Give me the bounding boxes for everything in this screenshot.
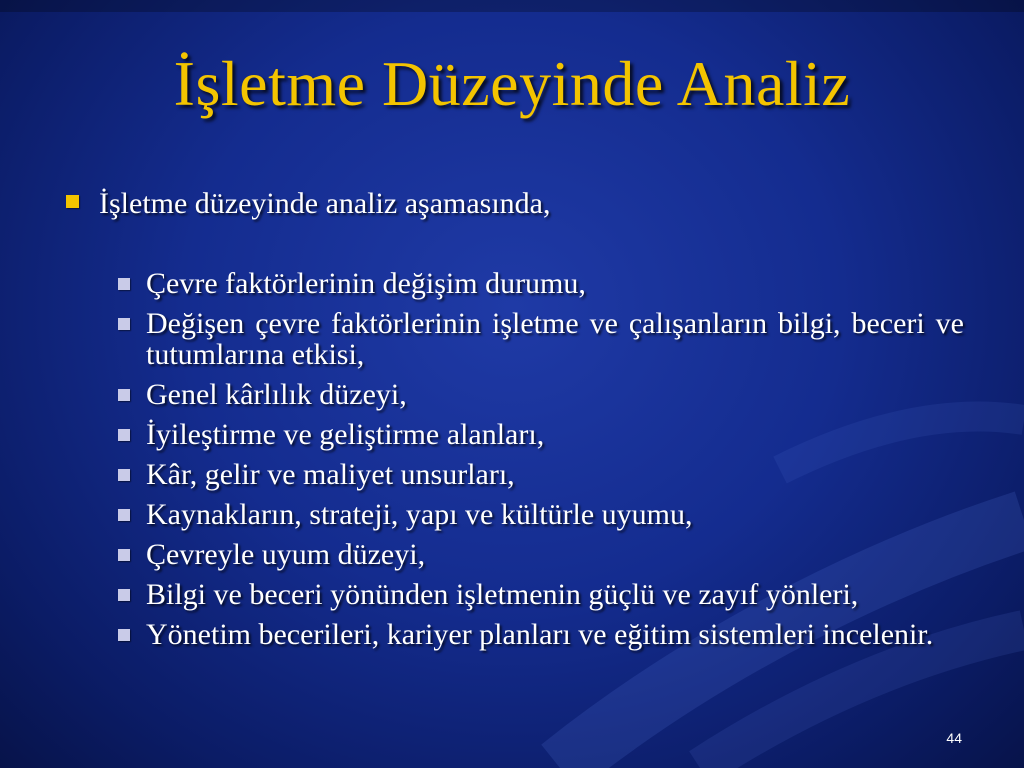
bullet-square-icon [118,429,130,441]
analysis-items-list [118,268,964,659]
page-number: 44 [946,730,962,746]
list-item [118,308,964,370]
list-item-text: Çevre faktörlerinin değişim durumu, [146,267,586,300]
intro-bullet [66,186,966,222]
list-item [118,619,964,650]
list-item-text: Yönetim becerileri, kariyer planları ve eğitim sistemleri incelenir. [146,618,934,651]
list-item [118,499,964,530]
list-item [118,379,964,410]
slide-title: İşletme Düzeyinde Analiz [173,48,851,119]
list-item [118,419,964,450]
list-item [118,579,964,610]
list-item [118,268,964,299]
bullet-square-icon [66,195,79,208]
list-item-text: Kaynakların, strateji, yapı ve kültürle uyumu, [146,498,693,531]
list-item [118,539,964,570]
bullet-square-icon [118,629,130,641]
bullet-square-icon [118,589,130,601]
bullet-square-icon [118,469,130,481]
bullet-square-icon [118,318,130,330]
bullet-square-icon [118,549,130,561]
list-item-text: Kâr, gelir ve maliyet unsurları, [146,458,515,491]
list-item-text: Çevreyle uyum düzeyi, [146,538,426,571]
list-item-text: İyileştirme ve geliştirme alanları, [146,418,545,451]
list-item-text: Değişen çevre faktörlerinin işletme ve çalışanların bilgi, beceri ve tutumlarına etkisi, [146,307,964,371]
list-item-text: Bilgi ve beceri yönünden işletmenin güçlü ve zayıf yönleri, [146,578,859,611]
bullet-square-icon [118,389,130,401]
bullet-square-icon [118,509,130,521]
intro-text: İşletme düzeyinde analiz aşamasında, [99,187,551,220]
list-item-text: Genel kârlılık düzeyi, [146,378,407,411]
bullet-square-icon [118,278,130,290]
list-item [118,459,964,490]
